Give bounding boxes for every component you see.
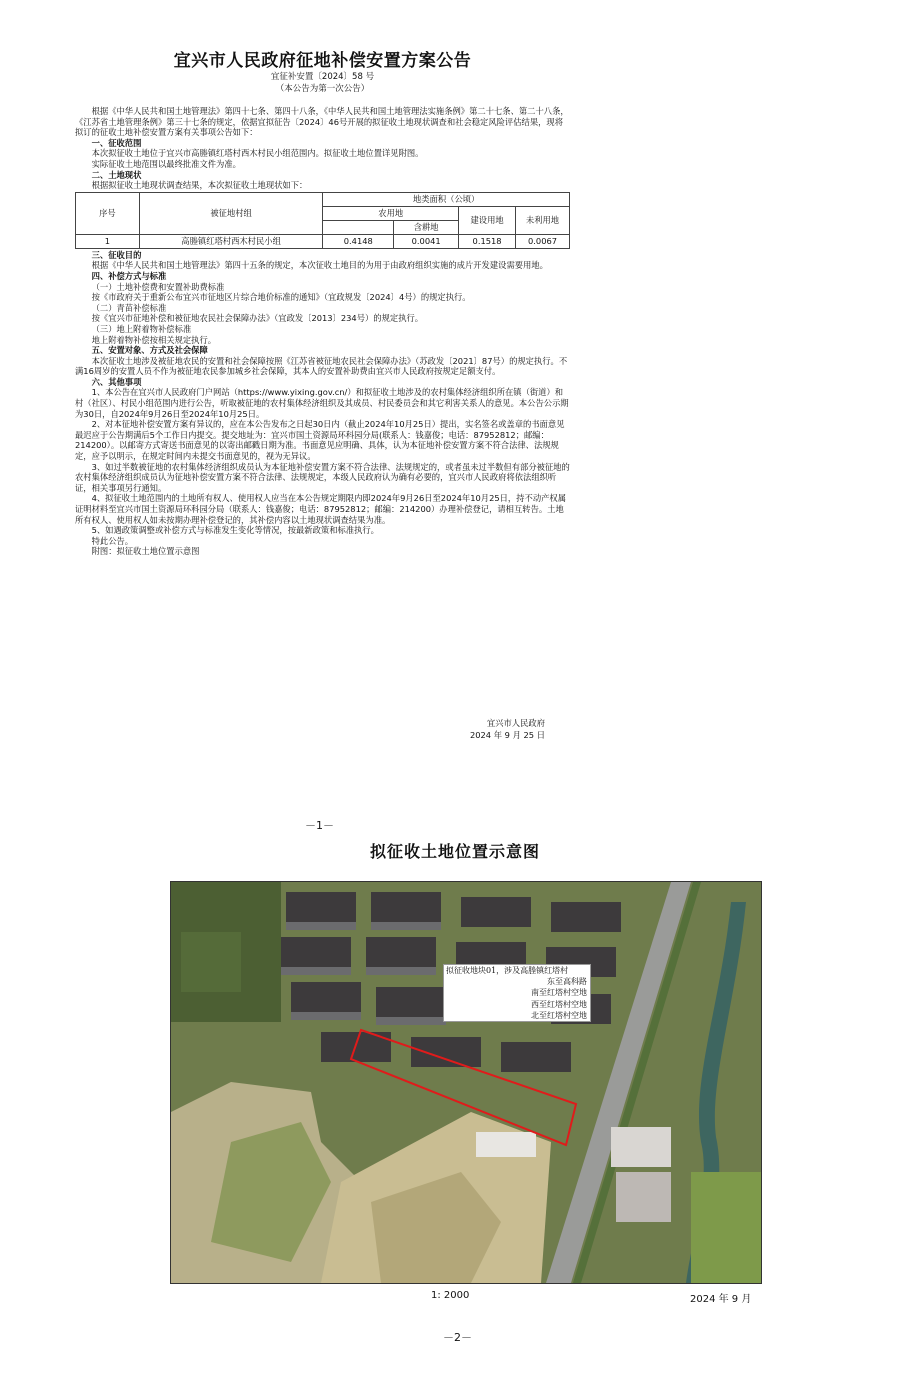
section-heading: 六、其他事项	[91, 376, 142, 387]
paragraph: 5、如遇政策调整或补偿方式与标准发生变化等情况，按最新政策和标准执行。	[91, 525, 379, 536]
paragraph: 2、对本征地补偿安置方案有异议的，应在本公告发布之日起30日内（截止2024年10月25日）提出，实名签名或盖章的书面意见最迟应于公告期满后5个工作日内提交。提交地址为：宜兴市国土资源局环科园分局(联系人：钱嘉俊；电话：87952812；邮编：214200）。以邮寄方式寄送书面意见的以寄出邮戳日期为准。书面意见应明确、具体，认为本征地补偿安置方案不符合法律、法规规定，应予以明示，在规定时间内未提交书面意见的，视为无异议。	[75, 419, 565, 462]
paragraph: 1、本公告在宜兴市人民政府门户网站（https://www.yixing.gov.cn/）和拟征收土地涉及的农村集体经济组织所在镇（街道）和村（社区）、村民小组范围内进行公告，听取被征地的农村集体经济组织及其成员、村民委员会和其它利害关系人的意见。本公告公示期为30日，自2024年9月26日至2024年10月25日。	[75, 387, 569, 419]
table-cell: 0.1518	[459, 234, 516, 248]
map-title: 拟征收土地位置示意图	[369, 842, 540, 861]
table-cell: 0.0041	[394, 234, 459, 248]
section-heading: 四、补偿方式与标准	[91, 270, 167, 281]
map-legend	[443, 964, 591, 1022]
closing-text: 特此公告。	[91, 535, 134, 546]
signer: 宜兴市人民政府	[486, 718, 545, 728]
table-row	[76, 234, 570, 248]
table-cell: 0.0067	[516, 234, 570, 248]
paragraph: 3、如过半数被征地的农村集体经济组织成员认为本征地补偿安置方案不符合法律、法规规定的，或者虽未过半数但有部分被征地的农村集体经济组织成员认为征地补偿安置方案不符合法律、法规规定，本级人民政府认为确有必要的，宜兴市人民政府将依法组织听证，相关事项另行通知。	[75, 461, 570, 493]
section-heading: 三、征收目的	[91, 249, 142, 260]
table-cell: 1	[76, 234, 140, 248]
sign-date: 2024 年 9 月 25 日	[469, 730, 545, 740]
paragraph: 4、拟征收土地范围内的土地所有权人、使用权人应当在本公告规定期限内即2024年9月26日至2024年10月25日，持不动产权属证明材料至宜兴市国土资源局环科园分局（联系人：钱嘉俊；电话：87952812；邮编：214200）办理补偿登记，请相互转告。土地所有权人、使用权人如未按期办理补偿登记的，其补偿内容以土地现状调查结果为准。	[75, 493, 567, 525]
map-date: 2024 年 9 月	[690, 1294, 752, 1305]
legend-line: 北至红塔村空地	[531, 1010, 587, 1020]
section-heading: 一、征收范围	[91, 137, 142, 148]
table-header: 序号	[76, 192, 140, 234]
page-number: －2－	[443, 1331, 472, 1344]
notice-note: （本公告为第一次公告）	[275, 84, 370, 94]
table-header: 建设用地	[459, 206, 516, 234]
notice-title: 宜兴市人民政府征地补偿安置方案公告	[173, 51, 472, 71]
paragraph: （一）土地补偿费和安置补助费标准	[91, 281, 225, 292]
notice-body	[75, 106, 570, 557]
land-status-table	[75, 192, 570, 249]
paragraph: （二）青苗补偿标准	[91, 302, 167, 313]
doc-number: 宜征补安置〔2024〕58 号	[270, 72, 375, 82]
table-cell: 0.4148	[323, 234, 394, 248]
paragraph: 地上附着物补偿按相关规定执行。	[91, 334, 217, 345]
legend-line: 东至高科路	[547, 977, 587, 987]
paragraph: 本次拟征收土地位于宜兴市高塍镇红塔村西木村民小组范围内。拟征收土地位置详见附图。	[91, 148, 424, 159]
paragraph: 按《宜兴市征地补偿和被征地农民社会保障办法》（宜政发〔2013〕234号）的规定执行。	[91, 313, 424, 324]
table-header-blank	[323, 220, 394, 234]
legend-line: 南至红塔村空地	[531, 988, 587, 998]
paragraph: 根据拟征收土地现状调查结果，本次拟征收土地现状如下：	[91, 180, 308, 191]
paragraph: 根据《中华人民共和国土地管理法》第四十五条的规定，本次征收土地目的为用于由政府组织实施的成片开发建设需要用地。	[91, 260, 548, 271]
legend-line: 西至红塔村空地	[531, 999, 587, 1009]
section-heading: 五、安置对象、方式及社会保障	[91, 345, 208, 356]
table-header: 含耕地	[394, 220, 459, 234]
table-header: 农用地	[323, 206, 459, 220]
attachment-text: 附图：拟征收土地位置示意图	[91, 546, 200, 557]
table-header: 未利用地	[516, 206, 570, 234]
paragraph: 实际征收土地范围以最终批准文件为准。	[91, 158, 241, 169]
page-number: －1－	[305, 819, 334, 832]
paragraph: （三）地上附着物补偿标准	[91, 323, 192, 334]
section-heading: 二、土地现状	[91, 169, 142, 180]
signature-block	[75, 717, 570, 741]
aerial-map-image	[171, 882, 761, 1283]
paragraph: 按《市政府关于重新公布宜兴市征地区片综合地价标准的通知》（宜政规发〔2024〕4号）的规定执行。	[91, 292, 471, 303]
table-cell: 高塍镇红塔村西木村民小组	[139, 234, 323, 248]
map-scale: 1: 2000	[431, 1290, 470, 1301]
legend-line: 拟征收地块01，涉及高塍镇红塔村	[446, 966, 569, 975]
intro-paragraph: 根据《中华人民共和国土地管理法》第四十七条、第四十八条，《中华人民共和国土地管理法实施条例》第二十七条、第二十八条，《江苏省土地管理条例》第三十七条的规定，依据宜拟征告〔2024〕46号开展的拟征收土地现状调查和社会稳定风险评估结果，现将拟订的征收土地补偿安置方案有关事项公告如下：	[75, 106, 569, 138]
table-header: 地类面积（公顷）	[323, 192, 570, 206]
paragraph: 本次征收土地涉及被征地农民的安置和社会保障按照《江苏省被征地农民社会保障办法》（苏政发〔2021〕87号）的规定执行。不满16周岁的安置人员不作为被征地农民参加城乡社会保障，其本人的安置补助费由宜兴市人民政府按规定足额支付。	[75, 355, 568, 377]
table-header: 被征地村组	[139, 192, 323, 234]
aerial-map	[170, 881, 762, 1284]
